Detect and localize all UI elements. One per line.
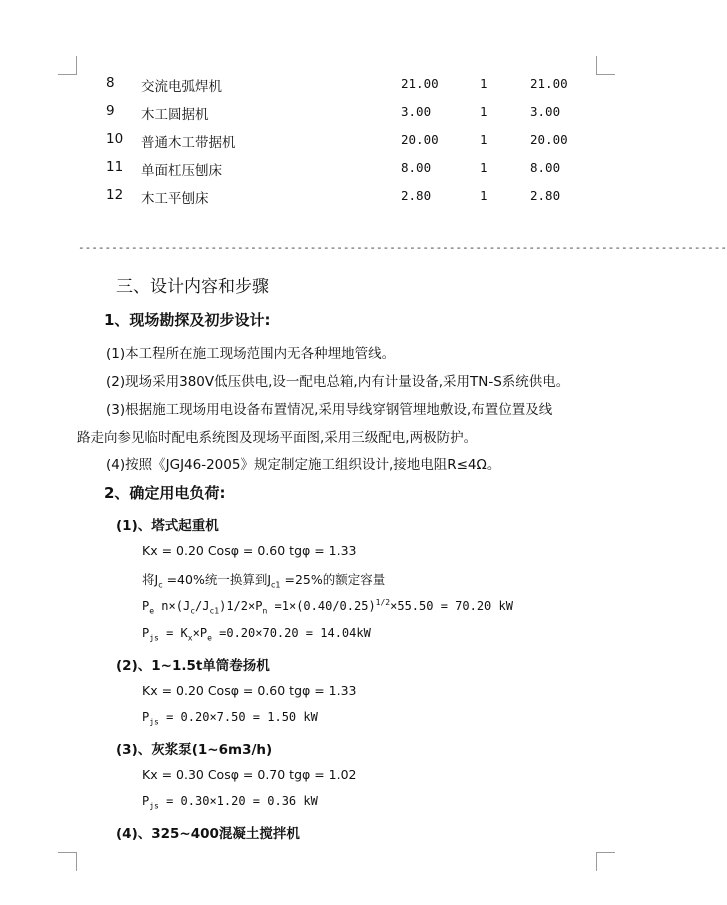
quantity: 1: [480, 188, 488, 203]
crop-mark-top-left: [58, 56, 77, 75]
table-row: [0, 159, 679, 179]
row-number: 9: [106, 103, 115, 119]
rated-power: 3.00: [401, 104, 432, 119]
section-title: 三、设计内容和步骤: [116, 277, 269, 297]
paragraph-1: (1)本工程所在施工现场范围内无各种埋地管线。: [106, 346, 396, 362]
total-power: 2.80: [530, 188, 561, 203]
rated-power: 20.00: [401, 132, 439, 147]
paragraph-2: (2)现场采用380V低压供电,设一配电总箱,内有计量设备,采用TN-S系统供电。: [106, 374, 570, 390]
row-number: 12: [106, 187, 124, 203]
rated-power: 2.80: [401, 188, 432, 203]
paragraph-3-cont: 路走向参见临时配电系统图及现场平面图,采用三级配电,两极防护。: [77, 430, 478, 446]
coefficients-line: Kx = 0.20 Cosφ = 0.60 tgφ = 1.33: [142, 543, 357, 558]
pjs-formula: $P_{js} = K_x\times P_e =0.20\times 70.20 = 14.04kW$: [142, 626, 371, 643]
row-number: 11: [106, 159, 124, 175]
crop-mark-top-right: [596, 56, 615, 75]
equipment-name: 木工圆据机: [141, 107, 209, 123]
dashed-divider: --------------------------------------------------------------------------------------------------: [78, 241, 727, 254]
equipment-name: 单面杠压刨床: [141, 163, 222, 179]
row-number: 10: [106, 131, 124, 147]
item-title-mortar-pump: (3)、灰浆泵(1~6m3/h): [116, 742, 273, 758]
table-row: [0, 75, 679, 95]
subsection-title-site-survey: 1、现场勘探及初步设计:: [104, 311, 271, 329]
conversion-line: 将$J_c =40\%$统一换算到$J_{c1} =25\%$的额定容量: [142, 572, 386, 590]
crop-mark-bottom-right: [596, 852, 615, 871]
item-title-concrete-mixer: (4)、325~400混凝土搅拌机: [116, 826, 300, 842]
table-row: [0, 103, 679, 123]
crop-mark-bottom-left: [58, 852, 77, 871]
quantity: 1: [480, 76, 488, 91]
rated-power: 8.00: [401, 160, 432, 175]
quantity: 1: [480, 104, 488, 119]
equipment-name: 交流电弧焊机: [141, 79, 222, 95]
row-number: 8: [106, 75, 115, 91]
total-power: 3.00: [530, 104, 561, 119]
subsection-title-load: 2、确定用电负荷:: [104, 484, 226, 502]
table-row: [0, 131, 679, 151]
pe-formula: $P_e$ $n\times(J_c/J_{c1})1/2\times P_n =1\times(0.40/0.25)^{1/2}\times 55.50 = 70.20$ kW: [142, 598, 513, 616]
quantity: 1: [480, 132, 488, 147]
table-row: [0, 187, 679, 207]
coefficients-line: Kx = 0.20 Cosφ = 0.60 tgφ = 1.33: [142, 683, 357, 698]
equipment-name: 普通木工带据机: [141, 135, 236, 151]
pjs-formula: $P_{js} = 0.30\times 1.20 = 0.36$ kW: [142, 794, 318, 811]
total-power: 21.00: [530, 76, 568, 91]
total-power: 8.00: [530, 160, 561, 175]
coefficients-line: Kx = 0.30 Cosφ = 0.70 tgφ = 1.02: [142, 767, 357, 782]
item-title-tower-crane: (1)、塔式起重机: [116, 518, 219, 534]
pjs-formula: $P_{js} = 0.20\times 7.50 = 1.50$ kW: [142, 710, 318, 727]
equipment-name: 木工平刨床: [141, 191, 209, 207]
rated-power: 21.00: [401, 76, 439, 91]
quantity: 1: [480, 160, 488, 175]
paragraph-4: (4)按照《JGJ46-2005》规定制定施工组织设计,接地电阻R≤4Ω。: [106, 457, 501, 473]
paragraph-3: (3)根据施工现场用电设备布置情况,采用导线穿钢管埋地敷设,布置位置及线: [106, 402, 553, 418]
total-power: 20.00: [530, 132, 568, 147]
item-title-hoist: (2)、1~1.5t单筒卷扬机: [116, 658, 270, 674]
